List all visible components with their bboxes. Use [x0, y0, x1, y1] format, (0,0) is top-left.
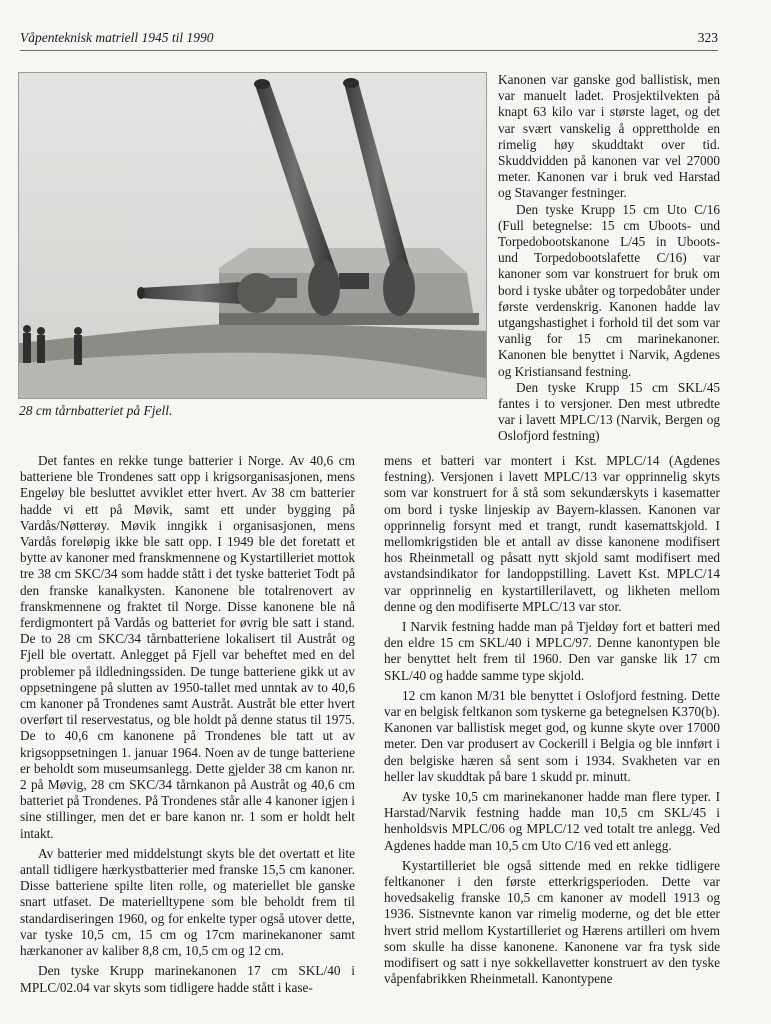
running-header: [20, 30, 718, 51]
paragraph: 12 cm kanon M/31 ble benyttet i Oslofjord festning. Dette var en belgisk feltkanon som tyskerne ga betegnelsen K370(b). Kanonen var ballistisk meget god, og kunne skyte over 17000 meter. Den var produsert av Cockerill i Belgia og ble innført i den belgiske hæren så sent som i 1934. Svakheten var en heller lav skuddtak på bare 1 skudd pr. minutt.: [384, 687, 720, 784]
paragraph: mens et batteri var montert i Kst. MPLC/14 (Agdenes festning). Versjonen i lavett MPLC/13 var opprinnelig skyts som var konstruert for å stå som sekundærskyts i kasematter om bord i tyske linjeskip av Bayern-klassen. Kanonen var opprinnelig forsynt med et trangt, rundt kasemattskjold. I mellomkrigstiden ble et antall av disse kanonene modifisert hos Rheinmetall og påsatt nytt skjold samt modifisert med avstandsindikator for landoppstilling. Lavett Kst. MPLC/14 var opprinnelig en kystartillerilavett, og likheten mellom denne og den modifiserte MPLC/13 var stor.: [384, 453, 720, 614]
paragraph: I Narvik festning hadde man på Tjeldøy fort et batteri med den eldre 15 cm SKL/40 i MPLC/97. Denne kanontypen ble her benyttet helt frem til 1960. Den var ganske lik 17 cm SKL/40 og hadde samme type skjold.: [384, 619, 720, 683]
paragraph: Den tyske Krupp marinekanonen 17 cm SKL/40 i MPLC/02.04 var skyts som tidligere hadde stått i kase-: [20, 963, 355, 995]
paragraph: Av tyske 10,5 cm marinekanoner hadde man flere typer. I Harstad/Narvik festning hadde man 10,5 cm SKL/45 i henholdsvis MPLC/06 og MPLC/12 ved totalt tre anlegg. Ved Agdenes hadde man 10,5 cm Uto C/16 ved ett anlegg.: [384, 789, 720, 853]
text-column-top-right: [498, 72, 720, 445]
paragraph: Det fantes en rekke tunge batterier i Norge. Av 40,6 cm batteriene ble Trondenes satt opp i krigsorganisasjonen, mens Engeløy ble besluttet avviklet etter hvert. Av 38 cm batterier hadde vi ett på Møvik, samt ett under bygging på Vardås/Nøtterøy. Møvik inngikk i organisasjonen, mens Vardås foreløpig ikke ble satt opp. I 1949 ble det foretatt et bytte av kanoner med franskmennene og Kystartilleriet mottok tre 38 cm SKC/34 som hadde stått i det tyske batteriet Todt på den franske kanalkysten. Kanonene ble totalrenovert av franskmennene og fraktet til Norge. Disse kanonene ble nå ferdigmontert på Vardås og batteriet for øvrig ble satt i stand. De to 28 cm SKC/34 tårnbatteriene lokalisert til Austråt og Fjell ble overtatt. Anlegget på Fjell var beheftet med en del problemer på ildledningssiden. De tunge batteriene gikk ut av oppsetningene på slutten av 1950-tallet med unntak av to 40,6 cm kanoner på Trondenes samt Austråt. Austråt ble etter hvert overført til reservestatus, og ble holdt på denne status til 1975. De to 40,6 cm kanonene på Trondenes ble tatt ut av krigsoppsetningen 1. januar 1964. Noen av de tunge batteriene er beholdt som museumsanlegg. Dette gjelder 38 cm kanon nr. 2 på Møvig, 28 cm SKC/34 tårnkanon på Austråt og 40,6 cm batteriet på Trondenes. På Trondenes står alle 4 kanoner igjen i sine stillinger, men det er bare kanon nr. 1 som er holdt helt intakt.: [20, 453, 355, 841]
text-column-bottom-right: [384, 453, 720, 988]
header-title: Våpenteknisk matriell 1945 til 1990: [20, 30, 214, 45]
paragraph: Den tyske Krupp 15 cm Uto C/16 (Full betegnelse: 15 cm Uboots- und Torpedobootskanone L/45 in Uboots- und Torpedobootslafette C/16) var kanoner som var konstruert for bruk om bord i tyske ubåter og torpedobåter under første verdenskrig. Kanonen hadde lav utgangshastighet i forhold til det som var vanlig for 15 cm marinekanoner. Kanonen ble benyttet i Narvik, Agdenes og Kristiansand festning.: [498, 201, 720, 379]
paragraph: Av batterier med middelstungt skyts ble det overtatt et lite antall tidligere hærkystbatterier med franske 15,5 cm kanoner. Disse batteriene spilte liten rolle, og materiellet ble ganske snart utfaset. De materielltypene som ble beholdt frem til standardiseringen 1960, og for enkelte typer også utover dette, var tyske 10,5 cm, 15 cm og 17cm marinekanoner samt hærkanoner av kaliber 8,8 cm, 10,5 cm og 12 cm.: [20, 845, 355, 959]
page-number: 323: [697, 30, 718, 45]
photo-gun-turret: [18, 72, 487, 399]
text-column-left: [20, 453, 355, 996]
paragraph: Den tyske Krupp 15 cm SKL/45 fantes i to versjoner. Den mest utbredte var i lavett MPLC/13 (Narvik, Bergen og Oslofjord festning): [498, 379, 720, 444]
figure-caption: 28 cm tårnbatteriet på Fjell.: [19, 403, 173, 418]
paragraph: Kanonen var ganske god ballistisk, men var manuelt ladet. Prosjektilvekten på knapt 63 kilo var i største laget, og det var svært vanskelig å opprettholde en rimelig høy skuddtakt over tid. Skuddvidden på kanonen var vel 27000 meter. Kanonen var i bruk ved Harstad og Stavanger festninger.: [498, 72, 720, 201]
paragraph: Kystartilleriet ble også sittende med en rekke tidligere feltkanoner i den første etterkrigsperioden. Dette var hovedsakelig franske 10,5 cm kanoner av modell 1913 og 1936. Sistnevnte kanon var rimelig moderne, og det ble etter hvert strid mellom Kystartilleriet og Hærens artilleri om hvem som skulle ha disse kanonene. Kanonene var fra tysk side modifisert og satt i nye sokkellavetter konstruert av den tyske våpenfabrikken Rheinmetall. Kanontypene: [384, 857, 720, 987]
